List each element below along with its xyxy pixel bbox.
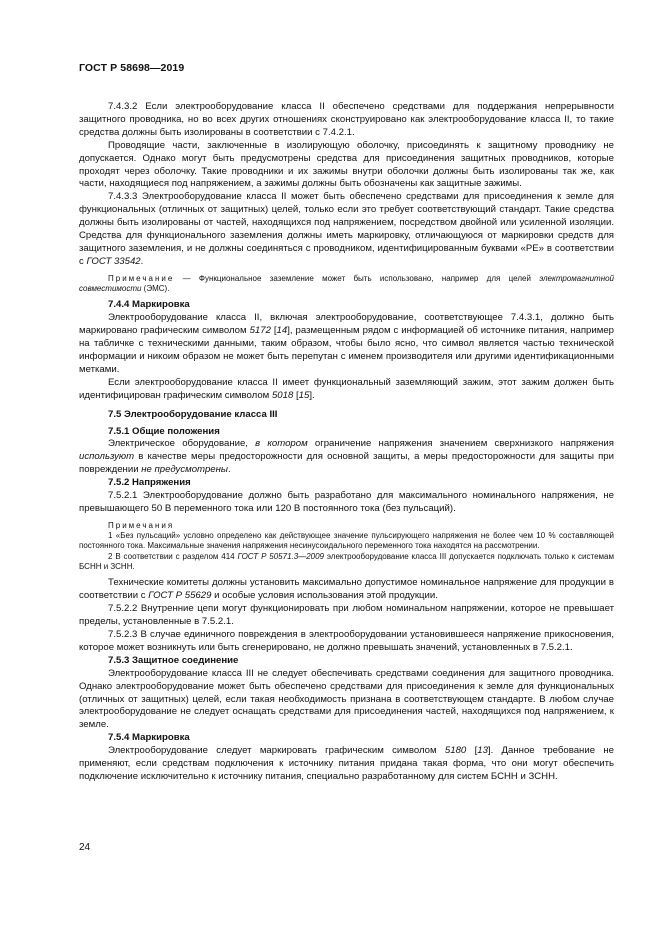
note-1-ripple-free: 1 «Без пульсаций» условно определено как действующее значение пульсирующего напряжения не более чем 10 % составляющей постоянного тока. Максимальные значения напряжения несинусоидального переменного тока находятся на рассмотрении. xyxy=(79,531,614,551)
reference-15[interactable]: 15 xyxy=(298,389,310,401)
paragraph-7-5-2-1: 7.5.2.1 Электрооборудование должно быть разработано для максимального номинального напряжения, не превышающего 50 В переменного тока или 120 В постоянного тока (без пульсаций). xyxy=(79,490,614,514)
note-functional-earthing: Примечание — Функциональное заземление может быть использовано, например для целей электромагнитной совместимости (ЭМС). xyxy=(79,273,614,294)
paragraph-7-5-3: Электрооборудование класса III не следует обеспечивать средствами соединения для защитного проводника. Однако электрооборудование может быть обеспечено средствами для присоединения к земле для функциональных (отличных от защитных) целей, если такая необходимость признана в соответствующем стандарте. В любом случае электрооборудование не следует оснащать средствами для присоединения частей, находящихся под напряжением, к земле. xyxy=(79,667,614,731)
page-number: 24 xyxy=(79,842,91,853)
paragraph-7-4-3-3: 7.4.3.3 Электрооборудование класса II может быть обеспечено средствами для присоединения к земле для функциональных (отличных от защитных) целей, только если это требует соответствующий стандарт. Такие средства должны быть изолированы от частей, находящихся под напряжением, посредством двойной или усиленной изоляции. Средства для функционального заземления должны иметь маркировку, отличающуюся от маркировки средств для защитного заземления, и не должны соединяться с проводником, идентифицированным буквами «PE» в соответствии с ГОСТ 33542. xyxy=(79,191,614,267)
paragraph-functional-terminal: Если электрооборудование класса II имеет функциональный заземляющий зажим, этот зажим должен быть идентифицирован графическим символом 5018 [15]. xyxy=(79,376,614,401)
notes-heading: Примечания xyxy=(108,520,175,530)
heading-7-4-4: 7.4.4 Маркировка xyxy=(108,299,190,311)
paragraph-7-5-1: Электрическое оборудование, в котором ограничение напряжения значением сверхнизкого напряжения используют в качестве меры предосторожности для основной защиты, а меры предосторожности для защиты при повреждении не предусмотрены. xyxy=(79,438,614,476)
heading-7-5-1: 7.5.1 Общие положения xyxy=(108,425,220,437)
heading-7-5-2: 7.5.2 Напряжения xyxy=(108,477,191,489)
paragraph-7-5-4: Электрооборудование следует маркировать графическим символом 5180 [13]. Данное требование не применяют, если средствам подключения к источнику питания придана такая форма, что они могут обеспечить подключение исключительно к источнику питания, специально разработанному для систем БСНН и ЗСНН. xyxy=(79,745,614,782)
heading-7-5-3: 7.5.3 Защитное соединение xyxy=(108,654,239,666)
reference-14[interactable]: 14 xyxy=(276,325,288,337)
reference-gost-33542[interactable]: ГОСТ 33542 xyxy=(86,255,141,267)
reference-gost-r-50571-3[interactable]: ГОСТ Р 50571.3—2009 xyxy=(237,551,324,561)
paragraph-7-4-3-2: 7.4.3.2 Если электрооборудование класса II обеспечено средствами для поддержания непрерывности защитного проводника, но во всех других отношениях сконструировано как электрооборудование класса II, то такие средства должны быть изолированы в соответствии с 7.4.2.1. xyxy=(79,101,614,138)
paragraph-technical-committees: Технические комитеты должны установить максимально допустимое номинальное напряжение для продукции в соответствии с ГОСТ Р 55629 и особые условия использования этой продукции. xyxy=(79,577,614,602)
heading-7-5: 7.5 Электрооборудование класса III xyxy=(108,408,278,420)
reference-13[interactable]: 13 xyxy=(477,745,488,757)
paragraph-conductive-parts: Проводящие части, заключенные в изолирующую оболочку, присоединять к защитному проводнику не допускается. Однако могут быть предусмотрены средства для присоединения защитных проводников, которые проходят через оболочку. Такие проводники и их зажимы внутри оболочки должны быть изолированы так же, как части, находящиеся под напряжением, а зажимы должны быть обозначены как защитные зажимы. xyxy=(79,139,614,190)
document-page xyxy=(79,62,614,784)
heading-7-5-4: 7.5.4 Маркировка xyxy=(108,732,190,744)
paragraph-7-5-2-2: 7.5.2.2 Внутренние цепи могут функционировать при любом номинальном напряжении, которое не превышает пределы, установленные в 7.5.2.1. xyxy=(79,603,614,628)
paragraph-7-5-2-3: 7.5.2.3 В случае единичного повреждения в электрооборудовании установившееся напряжение прикосновения, которое может возникнуть или быть сгенерировано, не должно превышать значений, установленных в 7.5.2.1. xyxy=(79,628,614,653)
page-header: ГОСТ Р 58698—2019 xyxy=(79,62,185,74)
paragraph-class-ii-marking: Электрооборудование класса II, включая электрооборудование, соответствующее 7.4.3.1, должно быть маркировано графическим символом 5172 [14], размещенным рядом с информацией об источнике питания, например на табличке с техническими данными, таким образом, чтобы было ясно, что символ является частью технической информации и никоим образом не может быть перепутан с именем производителя или другими идентификационными метками. xyxy=(79,312,614,375)
note-2-section-414: 2 В соответствии с разделом 414 ГОСТ Р 50571.3—2009 электрооборудование класса III допускается подключать только к системам БСНН и ЗСНН. xyxy=(79,551,614,572)
reference-gost-r-55629[interactable]: ГОСТ Р 55629 xyxy=(148,590,212,602)
